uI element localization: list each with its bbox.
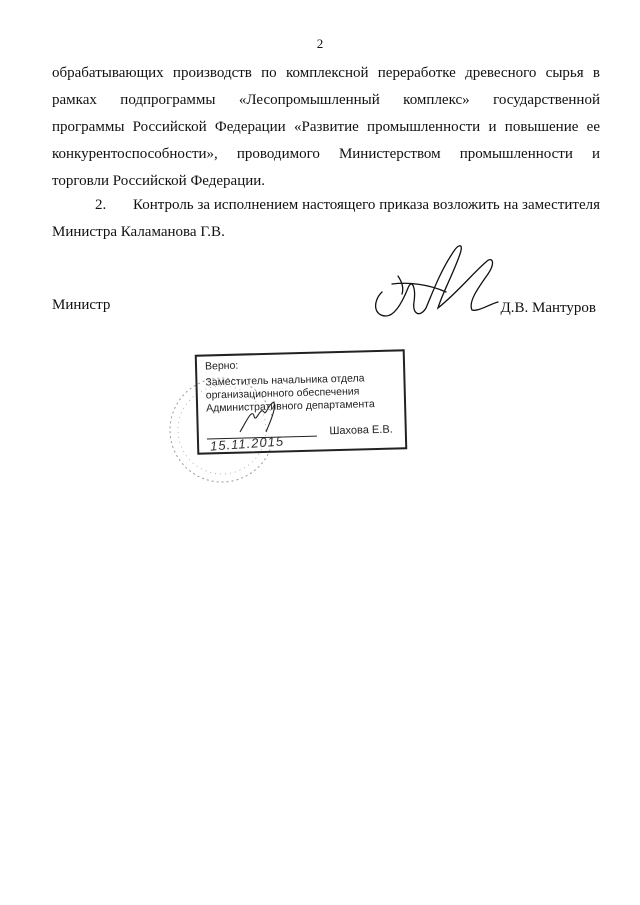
stamp-position-line: организационного обеспечения bbox=[205, 385, 360, 402]
paragraph-2-number: 2. bbox=[95, 197, 107, 213]
paragraph-2-line bbox=[52, 192, 600, 219]
stamp-signature-icon bbox=[236, 398, 286, 438]
signer-name: Д.В. Мантуров bbox=[500, 300, 596, 316]
stamp-name: Шахова Е.В. bbox=[329, 423, 393, 438]
paragraph-1 bbox=[52, 60, 600, 195]
paragraph-2-line: Министра Каламанова Г.В. bbox=[52, 224, 225, 240]
stamp-date: 15.11.2015 bbox=[209, 433, 285, 454]
stamp-verno: Верно: bbox=[204, 359, 239, 373]
paragraph-1-line: рамках подпрограммы «Лесопромышленный комплекс» государственной bbox=[52, 92, 600, 108]
paragraph-1-line: конкурентоспособности», проводимого Министерством промышленности и bbox=[52, 146, 600, 162]
handwritten-signature bbox=[368, 232, 518, 322]
stamp-position-line: Административного департамента bbox=[205, 398, 375, 415]
paragraph-2-text: Контроль за исполнением настоящего приказа возложить на заместителя bbox=[133, 197, 600, 213]
stamp-position-line: Заместитель начальника отдела bbox=[205, 372, 365, 389]
signer-title: Министр bbox=[52, 297, 111, 313]
paragraph-1-line: обрабатывающих производств по комплексной переработке древесного сырья в bbox=[52, 65, 600, 81]
paragraph-1-line: программы Российской Федерации «Развитие промышленности и повышение ее bbox=[52, 119, 600, 135]
page-number: 2 bbox=[316, 36, 324, 51]
paragraph-1-line: торговли Российской Федерации. bbox=[52, 173, 266, 189]
